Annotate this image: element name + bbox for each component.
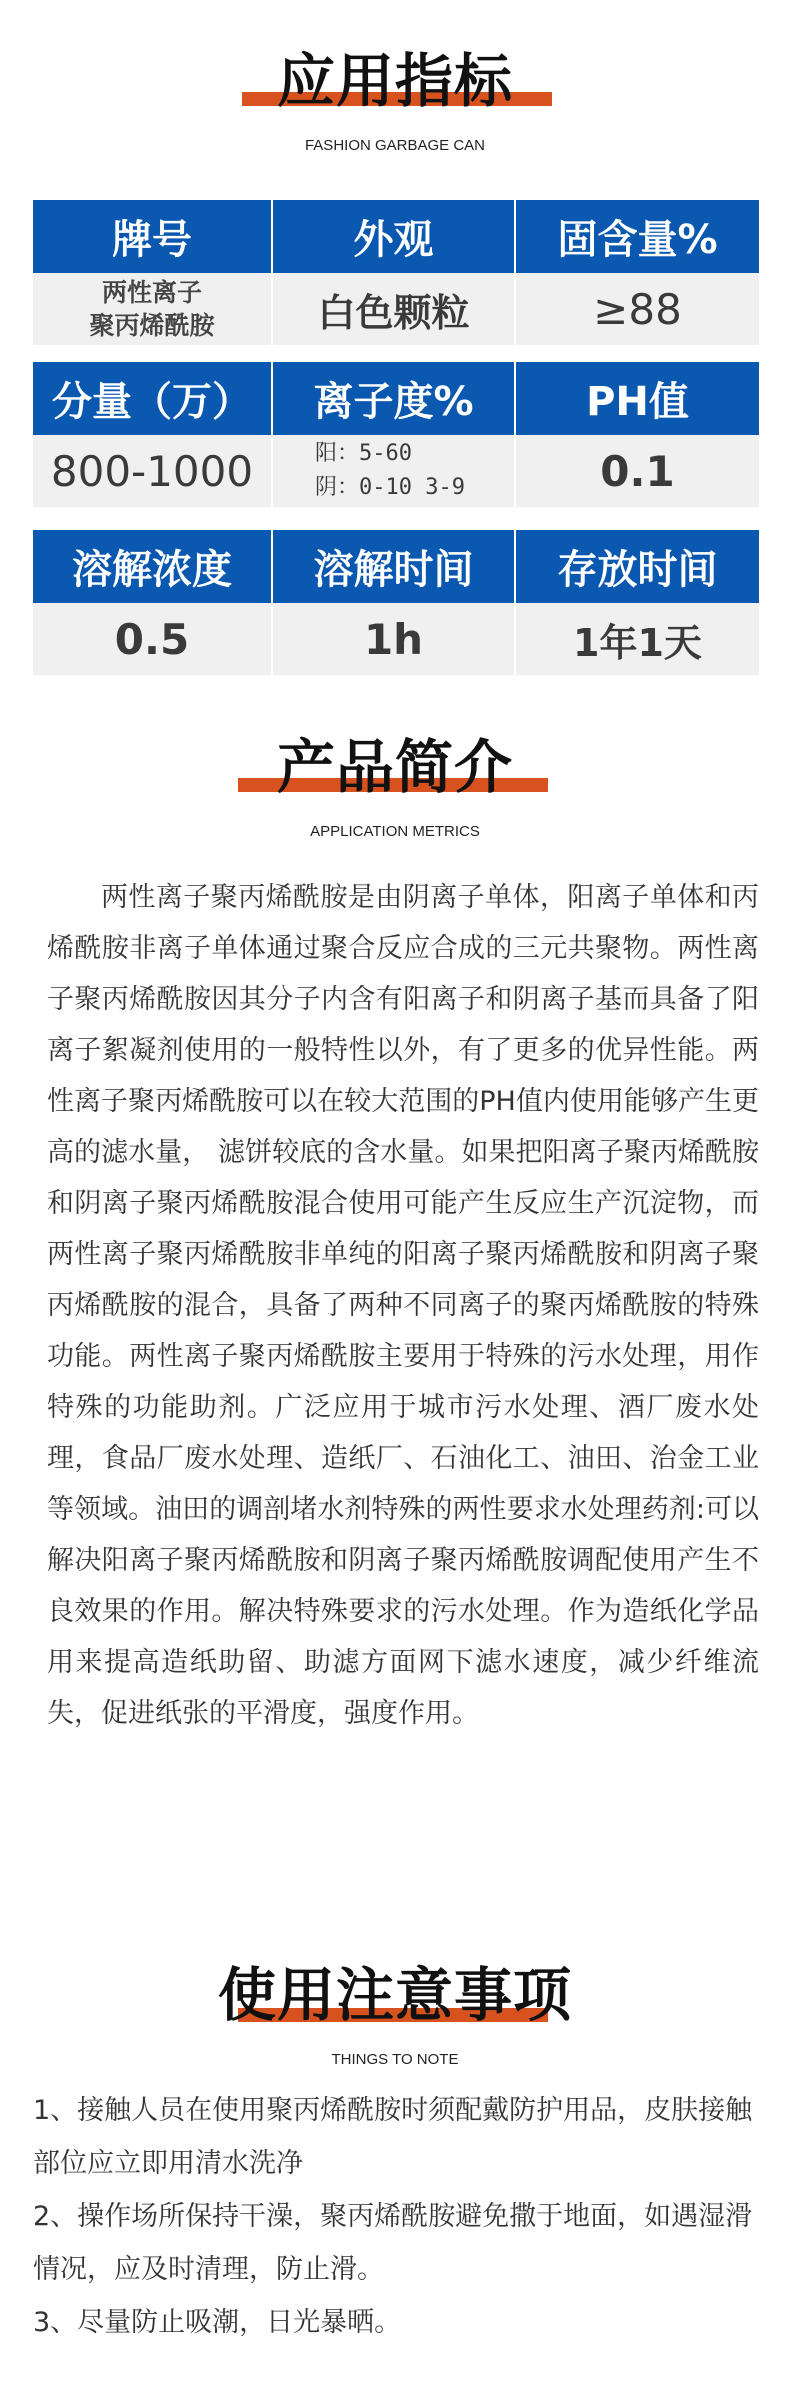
spec-value-row — [33, 603, 759, 675]
header-cell-dissolve-concentration: 溶解浓度 — [33, 530, 273, 603]
value-cell-ph: 0.1 — [516, 435, 759, 507]
notes-list — [33, 2084, 768, 2349]
note-item: 2、操作场所保持干澡，聚丙烯酰胺避免撒于地面，如遇湿滑情况，应及时清理，防止滑。 — [33, 2201, 753, 2285]
intro-title: 产品简介 — [276, 733, 513, 801]
intro-paragraph: 两性离子聚丙烯酰胺是由阴离子单体，阳离子单体和丙烯酰胺非离子单体通过聚合反应合成的三元共聚物。两性离子聚丙烯酰胺因其分子内含有阳离子和阴离子基而具备了阳离子絮凝剂使用的一般特性以外，有了更多的优异性能。两性离子聚丙烯酰胺可以在较大范围的PH值内使用能够产生更高的滤水量， 滤饼较底的含水量。如果把阳离子聚丙烯酰胺和阴离子聚丙烯酰胺混合使用可能产生反应生产沉淀物，而两性离子聚丙烯酰胺非单纯的阳离子聚丙烯酰胺和阴离子聚丙烯酰胺的混合，具备了两种不同离子的聚丙烯酰胺的特殊功能。两性离子聚丙烯酰胺主要用于特殊的污水处理，用作特殊的功能助剂。广泛应用于城市污水处理、酒厂废水处理，食品厂废水处理、造纸厂、石油化工、油田、治金工业等领域。油田的调剖堵水剂特殊的两性要求水处理药剂:可以解决阳离子聚丙烯酰胺和阴离子聚丙烯酰胺调配使用产生不良效果的作用。解决特殊要求的污水处理。作为造纸化学品用来提高造纸助留、助滤方面网下滤水速度，减少纤维流失，促进纸张的平滑度，强度作用。 — [47, 882, 759, 1729]
spec-value-row — [33, 273, 759, 345]
spec-table-block-2 — [33, 362, 759, 507]
header-cell-dissolve-time: 溶解时间 — [273, 530, 516, 603]
header-cell-grade: 牌号 — [33, 200, 273, 273]
value-cell-storage-time: 1年1天 — [516, 603, 759, 675]
spec-table-block-1 — [33, 200, 759, 345]
note-item: 1、接触人员在使用聚丙烯酰胺时须配戴防护用品，皮肤接触部位应立即用清水洗净 — [33, 2095, 753, 2179]
value-cell-dissolve-time: 1h — [273, 603, 516, 675]
metrics-subtitle: FASHION GARBAGE CAN — [304, 137, 486, 154]
value-cell-ionicity: 阳：5-60 阴：0-10 3-9 — [273, 435, 516, 507]
header-cell-solid-content: 固含量% — [516, 200, 759, 273]
metrics-title: 应用指标 — [276, 47, 513, 115]
spec-value-row — [33, 435, 759, 507]
note-item: 3、尽量防止吸潮，日光暴晒。 — [33, 2307, 402, 2338]
header-cell-molecular-weight: 分量（万） — [33, 362, 273, 435]
notes-subtitle: THINGS TO NOTE — [331, 2051, 459, 2068]
spec-header-row — [33, 530, 759, 603]
header-cell-ph: PH值 — [516, 362, 759, 435]
value-cell-dissolve-concentration: 0.5 — [33, 603, 273, 675]
spec-table-block-3 — [33, 530, 759, 675]
header-cell-storage-time: 存放时间 — [516, 530, 759, 603]
notes-title: 使用注意事项 — [217, 1961, 572, 2029]
spec-header-row — [33, 200, 759, 273]
intro-subtitle: APPLICATION METRICS — [310, 823, 480, 840]
header-cell-ionicity: 离子度% — [273, 362, 516, 435]
spec-header-row — [33, 362, 759, 435]
value-cell-molecular-weight: 800-1000 — [33, 435, 273, 507]
value-cell-solid-content: ≥88 — [516, 273, 759, 345]
header-cell-appearance: 外观 — [273, 200, 516, 273]
value-cell-grade: 两性离子 聚丙烯酰胺 — [33, 273, 273, 345]
value-cell-appearance: 白色颗粒 — [273, 273, 516, 345]
